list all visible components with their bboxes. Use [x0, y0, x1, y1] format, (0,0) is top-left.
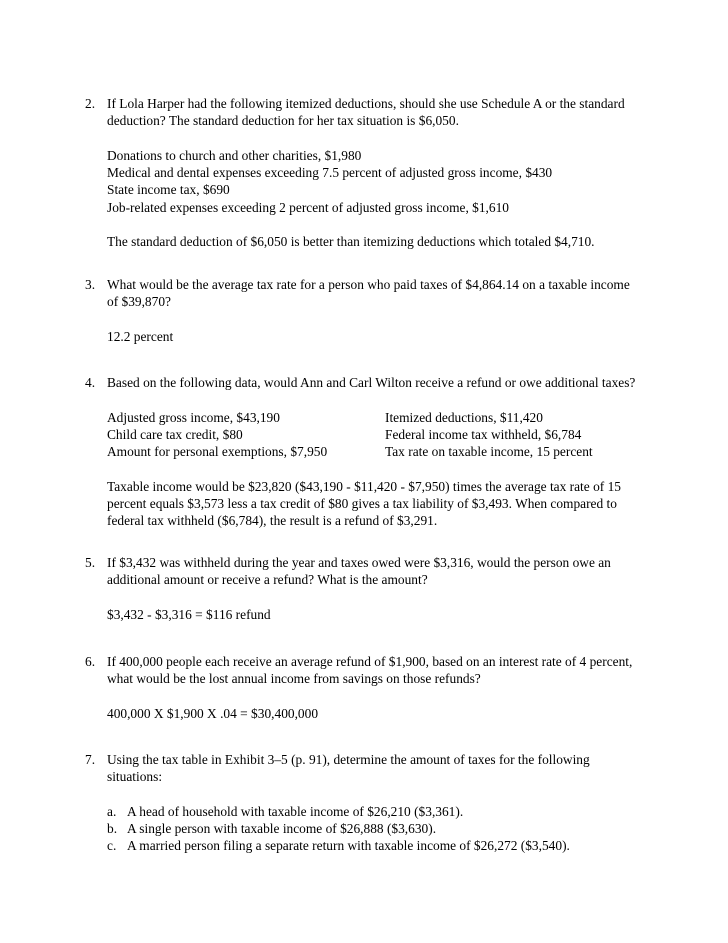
sub-item-text: A single person with taxable income of $26,888 ($3,630).: [127, 821, 437, 837]
data-item: Amount for personal exemptions, $7,950: [107, 444, 328, 460]
question-5: [85, 554, 685, 623]
deduction-item: State income tax, $690: [107, 182, 230, 198]
question-text: deduction? The standard deduction for her tax situation is $6,050.: [107, 113, 459, 129]
question-text: additional amount or receive a refund? What is the amount?: [107, 572, 428, 588]
question-text: Using the tax table in Exhibit 3–5 (p. 91), determine the amount of taxes for the following: [107, 752, 590, 767]
answer-text: federal tax withheld ($6,784), the result is a refund of $3,291.: [107, 513, 438, 529]
question-number: 5.: [85, 555, 96, 570]
question-4: [85, 374, 685, 530]
sub-item-text: A married person filing a separate return with taxable income of $26,272 ($3,540).: [127, 838, 570, 854]
sub-item: [107, 803, 685, 820]
sub-item-letter: a.: [107, 803, 117, 819]
question-3: [85, 276, 685, 345]
question-text: Based on the following data, would Ann and Carl Wilton receive a refund or owe additional taxes?: [107, 375, 636, 390]
answer-text: The standard deduction of $6,050 is better than itemizing deductions which totaled $4,710.: [107, 234, 595, 250]
question-number: 4.: [85, 375, 96, 390]
answer-text: Taxable income would be $23,820 ($43,190 - $11,420 - $7,950) times the average tax rate of 15: [107, 478, 621, 494]
data-table: [107, 409, 685, 461]
answer-text: percent equals $3,573 less a tax credit of $80 gives a tax liability of $3,493. When compared to: [107, 496, 617, 512]
question-number: 2.: [85, 96, 96, 111]
data-item: Tax rate on taxable income, 15 percent: [385, 444, 593, 460]
question-2: [85, 95, 685, 251]
question-number: 7.: [85, 752, 96, 767]
deduction-item: Medical and dental expenses exceeding 7.5 percent of adjusted gross income, $430: [107, 165, 553, 181]
data-item: Federal income tax withheld, $6,784: [385, 426, 582, 442]
sub-item: [107, 837, 685, 854]
sub-item-letter: c.: [107, 838, 117, 854]
question-number: 3.: [85, 277, 96, 292]
data-item: Child care tax credit, $80: [107, 426, 243, 442]
question-6: [85, 653, 685, 722]
answer-text: 400,000 X $1,900 X .04 = $30,400,000: [107, 705, 319, 721]
question-text: situations:: [107, 769, 163, 785]
question-text: What would be the average tax rate for a person who paid taxes of $4,864.14 on a taxable income: [107, 277, 630, 292]
question-number: 6.: [85, 654, 96, 669]
answer-text: $3,432 - $3,316 = $116 refund: [107, 606, 271, 622]
data-item: Adjusted gross income, $43,190: [107, 409, 280, 425]
answer-text: 12.2 percent: [107, 328, 174, 344]
question-text: If $3,432 was withheld during the year and taxes owed were $3,316, would the person owe an: [107, 555, 611, 570]
sub-item: [107, 820, 685, 837]
data-item: Itemized deductions, $11,420: [385, 409, 543, 425]
question-text: of $39,870?: [107, 294, 171, 310]
sub-item-letter: b.: [107, 821, 118, 837]
deduction-item: Donations to church and other charities, $1,980: [107, 147, 362, 163]
question-text: If 400,000 people each receive an average refund of $1,900, based on an interest rate of 4 percent,: [107, 654, 633, 669]
question-7: [85, 751, 685, 855]
deduction-item: Job-related expenses exceeding 2 percent of adjusted gross income, $1,610: [107, 199, 509, 215]
question-text: what would be the lost annual income from savings on those refunds?: [107, 671, 481, 687]
sub-item-text: A head of household with taxable income of $26,210 ($3,361).: [127, 803, 464, 819]
question-text: If Lola Harper had the following itemized deductions, should she use Schedule A or the standard: [107, 96, 625, 111]
